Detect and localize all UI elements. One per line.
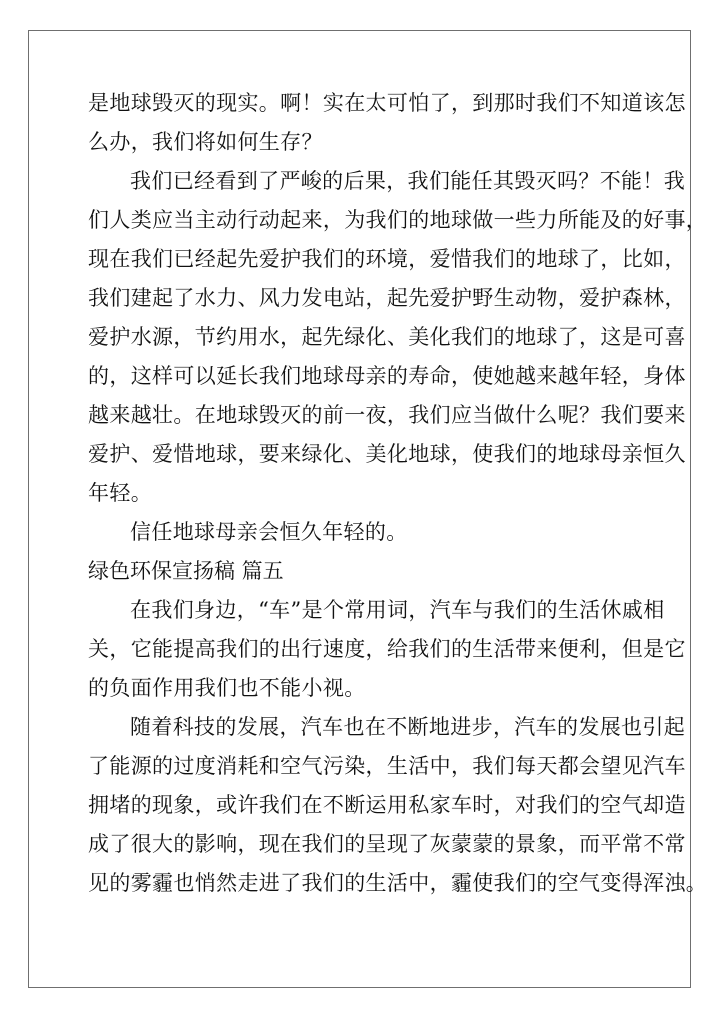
paragraph-start: 信任地球母亲会恒久年轻的。	[130, 520, 408, 544]
text-line: 我们建起了水力、风力发电站，起先爱护野生动物，爱护森林，	[88, 286, 686, 310]
text-line: 成了很大的影响，现在我们的呈现了灰蒙蒙的景象，而平常不常	[88, 832, 686, 856]
text-line: 们人类应当主动行动起来，为我们的地球做一些力所能及的好事，	[88, 208, 708, 232]
paragraph-start: 随着科技的发展，汽车也在不断地进步，汽车的发展也引起	[130, 715, 686, 739]
text-line: 现在我们已经起先爱护我们的环境，爱惜我们的地球了，比如，	[88, 247, 686, 271]
text-line: 是地球毁灭的现实。啊！实在太可怕了，到那时我们不知道该怎	[88, 91, 686, 115]
text-line: 年轻。	[88, 481, 153, 505]
text-line: 的负面作用我们也不能小视。	[88, 676, 366, 700]
document-body	[88, 84, 708, 903]
text-line: 见的雾霾也悄然走进了我们的生活中，霾使我们的空气变得浑浊。	[88, 871, 708, 895]
text-line: 么办，我们将如何生存？	[88, 130, 323, 154]
text-line: 爱护水源，节约用水，起先绿化、美化我们的地球了，这是可喜	[88, 325, 686, 349]
text-line: 爱护、爱惜地球，要来绿化、美化地球，使我们的地球母亲恒久	[88, 442, 686, 466]
paragraph-start: 在我们身边，“车”是个常用词，汽车与我们的生活休戚相	[130, 598, 665, 622]
section-heading: 绿色环保宣扬稿 篇五	[88, 559, 284, 583]
text-line: 关，它能提高我们的出行速度，给我们的生活带来便利，但是它	[88, 637, 686, 661]
text-line: 拥堵的现象，或许我们在不断运用私家车时，对我们的空气却造	[88, 793, 686, 817]
text-line: 的，这样可以延长我们地球母亲的寿命，使她越来越年轻，身体	[88, 364, 686, 388]
text-line: 了能源的过度消耗和空气污染，生活中，我们每天都会望见汽车	[88, 754, 686, 778]
text-line: 越来越壮。在地球毁灭的前一夜，我们应当做什么呢？我们要来	[88, 403, 686, 427]
paragraph-start: 我们已经看到了严峻的后果，我们能任其毁灭吗？不能！我	[130, 169, 686, 193]
